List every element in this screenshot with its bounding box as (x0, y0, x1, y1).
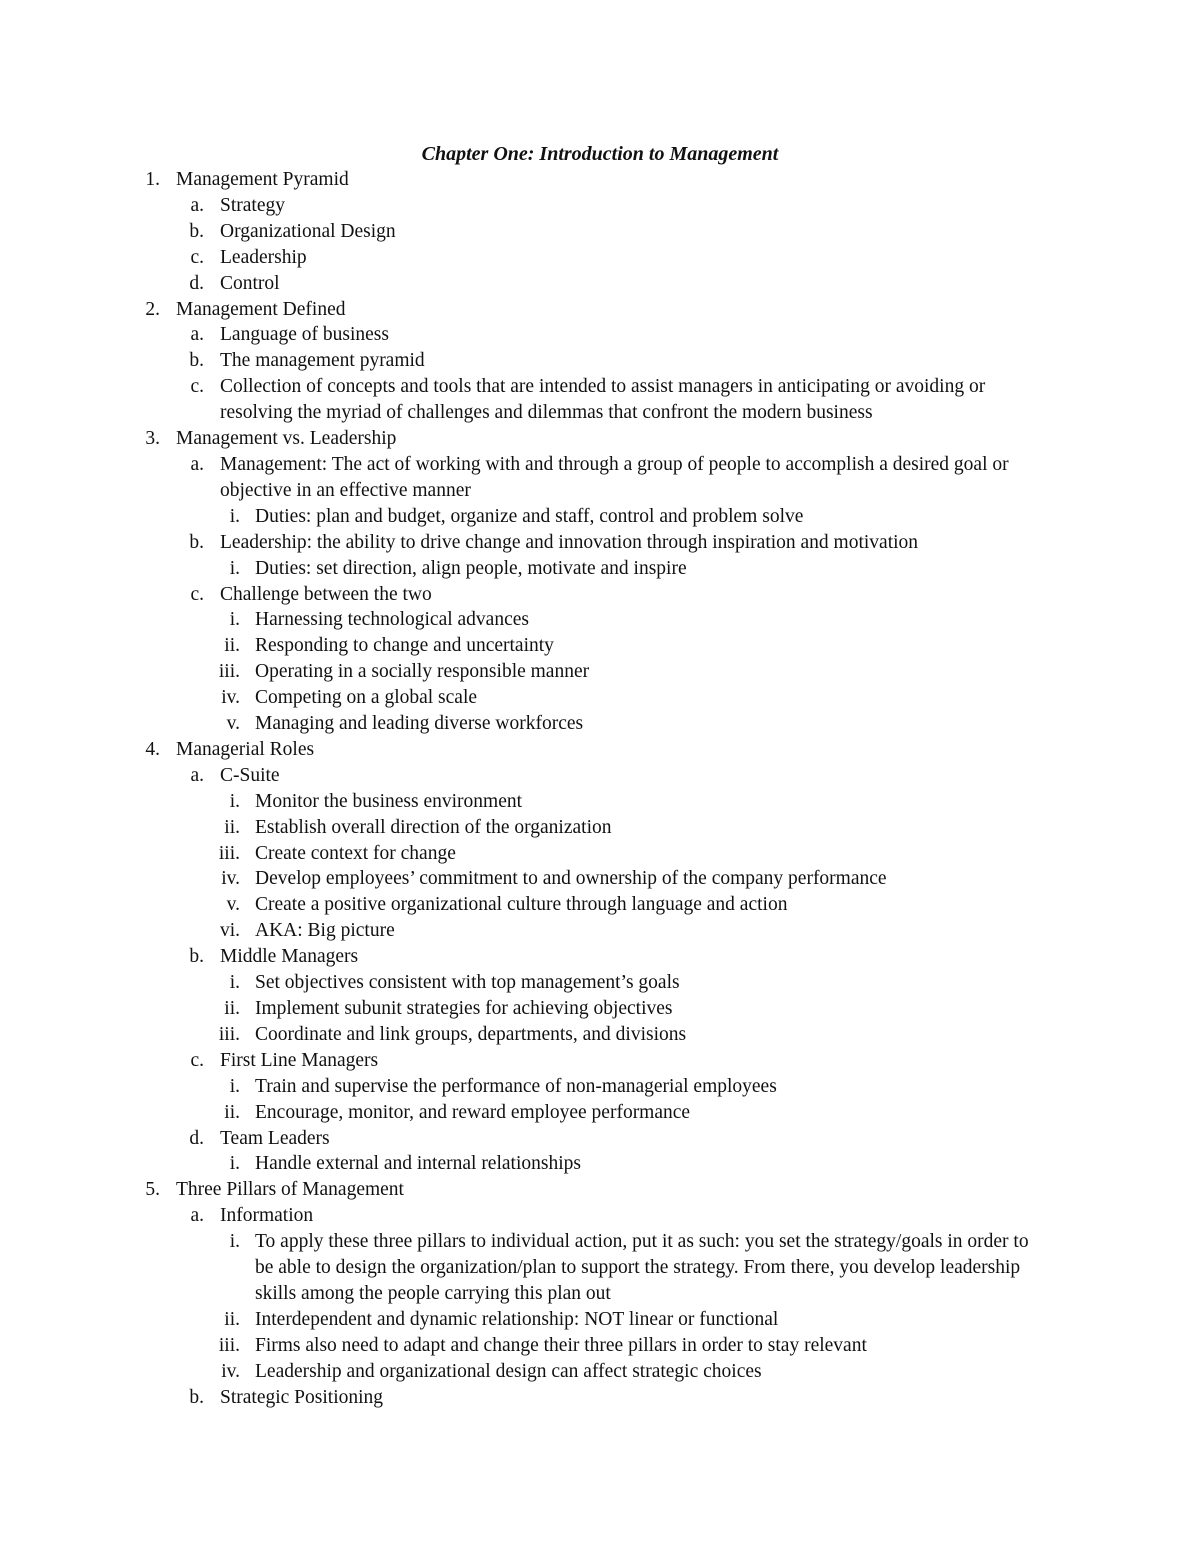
outline-text: Create context for change (255, 842, 456, 864)
outline-list (0, 167, 1200, 1411)
outline-item-level-3 (0, 918, 1200, 944)
outline-text: Duties: set direction, align people, motivate and inspire (255, 557, 687, 579)
outline-item-level-3 (0, 685, 1200, 711)
outline-item-level-1 (0, 426, 1200, 452)
outline-item-level-2 (0, 944, 1200, 970)
outline-item-level-2 (0, 530, 1200, 556)
outline-marker: b. (189, 220, 204, 242)
outline-text: Middle Managers (220, 946, 359, 968)
outline-text: Management: The act of working with and through a group of people to accomplish a desired goal or objective in an effective manner (220, 453, 1009, 501)
outline-item-level-3 (0, 970, 1200, 996)
outline-item-level-3 (0, 607, 1200, 633)
outline-item-level-2 (0, 193, 1200, 219)
outline-marker: c. (190, 246, 204, 268)
outline-marker: i. (229, 972, 240, 994)
outline-item-level-3 (0, 556, 1200, 582)
outline-marker: i. (229, 790, 240, 812)
outline-text: Responding to change and uncertainty (255, 635, 554, 657)
outline-marker: a. (190, 764, 204, 786)
outline-text: Handle external and internal relationships (255, 1153, 581, 1175)
outline-marker: b. (189, 350, 204, 372)
outline-item-level-3 (0, 1151, 1200, 1177)
outline-item-level-3 (0, 633, 1200, 659)
outline-marker: i. (229, 1153, 240, 1175)
outline-text: Duties: plan and budget, organize and staff, control and problem solve (255, 505, 804, 527)
outline-text: Management Pyramid (176, 169, 349, 190)
outline-marker: c. (190, 1049, 204, 1071)
outline-text: The management pyramid (220, 350, 425, 372)
outline-marker: v. (226, 713, 240, 735)
outline-marker: iii. (218, 842, 240, 864)
outline-item-level-2 (0, 374, 1200, 426)
outline-item-level-3 (0, 789, 1200, 815)
outline-marker: ii. (224, 998, 240, 1019)
outline-marker: 2. (145, 298, 160, 320)
outline-text: Competing on a global scale (255, 687, 478, 709)
outline-item-level-2 (0, 763, 1200, 789)
outline-item-level-3 (0, 1100, 1200, 1126)
outline-text: Operating in a socially responsible manner (255, 661, 590, 683)
outline-marker: ii. (224, 1101, 240, 1123)
outline-marker: v. (226, 894, 240, 916)
outline-text: Leadership (220, 246, 307, 268)
outline-item-level-3 (0, 504, 1200, 530)
outline-item-level-3 (0, 892, 1200, 918)
outline-text: Managing and leading diverse workforces (255, 713, 584, 735)
outline-item-level-3 (0, 711, 1200, 737)
outline-item-level-2 (0, 322, 1200, 348)
outline-marker: vi. (219, 920, 240, 942)
outline-item-level-3 (0, 1022, 1200, 1048)
outline-marker: ii. (224, 635, 240, 657)
outline-item-level-3 (0, 996, 1200, 1022)
outline-marker: a. (190, 1205, 204, 1227)
outline-marker: iii. (218, 1334, 240, 1356)
outline-marker: a. (190, 194, 204, 216)
outline-text: Organizational Design (220, 220, 396, 242)
outline-marker: i. (229, 609, 240, 631)
outline-item-level-3 (0, 1074, 1200, 1100)
outline-marker: 5. (145, 1179, 160, 1201)
outline-item-level-2 (0, 1048, 1200, 1074)
outline-text: Control (220, 272, 280, 294)
outline-marker: c. (190, 376, 204, 398)
outline-text: Develop employees’ commitment to and ownership of the company performance (255, 868, 887, 890)
outline-item-level-2 (0, 271, 1200, 297)
outline-marker: 1. (145, 169, 160, 190)
outline-text: Three Pillars of Management (176, 1179, 404, 1201)
outline-marker: iv. (221, 868, 240, 890)
outline-item-level-1 (0, 297, 1200, 323)
outline-marker: a. (190, 324, 204, 346)
outline-text: Create a positive organizational culture through language and action (255, 894, 788, 916)
outline-text: C-Suite (220, 764, 280, 786)
outline-text: Strategic Positioning (220, 1386, 384, 1408)
outline-text: To apply these three pillars to individual action, put it as such: you set the strategy/goals in order to be able to design the organization/plan to support the strategy. From there, you develop leadership skills among the people carrying this plan out (255, 1231, 1029, 1304)
outline-marker: i. (229, 505, 240, 527)
outline-marker: iv. (221, 1360, 240, 1382)
outline-marker: ii. (224, 1308, 240, 1330)
outline-item-level-2 (0, 452, 1200, 504)
outline-marker: c. (190, 583, 204, 605)
outline-item-level-2 (0, 582, 1200, 608)
outline-text: Collection of concepts and tools that are intended to assist managers in anticipating or avoiding or resolving the myriad of challenges and dilemmas that confront the modern business (220, 376, 986, 424)
page-title: Chapter One: Introduction to Management (421, 143, 779, 165)
outline-item-level-2 (0, 348, 1200, 374)
outline-item-level-2 (0, 1203, 1200, 1229)
outline-text: Managerial Roles (176, 738, 315, 760)
outline-text: Implement subunit strategies for achieving objectives (255, 998, 673, 1019)
outline-marker: 3. (145, 428, 160, 450)
outline-text: Set objectives consistent with top management’s goals (255, 972, 680, 994)
outline-text: Firms also need to adapt and change their three pillars in order to stay relevant (255, 1334, 867, 1356)
outline-item-level-1 (0, 737, 1200, 763)
outline-item-level-1 (0, 1177, 1200, 1203)
outline-text: Harnessing technological advances (255, 609, 529, 631)
outline-text: First Line Managers (220, 1049, 379, 1071)
outline-marker: i. (229, 1231, 240, 1253)
outline-marker: d. (189, 1127, 204, 1149)
outline-marker: iii. (218, 661, 240, 683)
outline-marker: b. (189, 946, 204, 968)
outline-text: Establish overall direction of the organization (255, 816, 612, 838)
outline-item-level-2 (0, 1385, 1200, 1411)
outline-item-level-3 (0, 1229, 1200, 1307)
outline-marker: ii. (224, 816, 240, 838)
outline-text: Management Defined (176, 298, 346, 320)
outline-text: Challenge between the two (220, 583, 432, 605)
outline-item-level-3 (0, 1359, 1200, 1385)
outline-text: Interdependent and dynamic relationship: NOT linear or functional (255, 1308, 779, 1330)
outline-marker: i. (229, 557, 240, 579)
outline-item-level-3 (0, 1307, 1200, 1333)
outline-text: Strategy (220, 194, 285, 216)
outline-item-level-3 (0, 841, 1200, 867)
outline-text: Leadership: the ability to drive change and innovation through inspiration and motivation (220, 531, 919, 553)
outline-marker: a. (190, 453, 204, 475)
outline-text: AKA: Big picture (255, 920, 395, 942)
outline-item-level-3 (0, 866, 1200, 892)
outline-text: Monitor the business environment (255, 790, 523, 812)
outline-item-level-2 (0, 245, 1200, 271)
outline-text: Language of business (220, 324, 389, 346)
outline-item-level-3 (0, 815, 1200, 841)
outline-marker: b. (189, 531, 204, 553)
outline-text: Coordinate and link groups, departments, and divisions (255, 1023, 687, 1045)
outline-item-level-3 (0, 1333, 1200, 1359)
outline-marker: iv. (221, 687, 240, 709)
outline-text: Information (220, 1205, 314, 1227)
outline-item-level-1 (0, 167, 1200, 193)
outline-marker: d. (189, 272, 204, 294)
outline-marker: 4. (145, 738, 160, 760)
outline-item-level-2 (0, 219, 1200, 245)
outline-text: Team Leaders (220, 1127, 330, 1149)
outline-marker: iii. (218, 1023, 240, 1045)
outline-marker: i. (229, 1075, 240, 1097)
outline-text: Train and supervise the performance of non-managerial employees (255, 1075, 777, 1097)
outline-item-level-2 (0, 1126, 1200, 1152)
outline-text: Leadership and organizational design can affect strategic choices (255, 1360, 762, 1382)
outline-text: Encourage, monitor, and reward employee performance (255, 1101, 691, 1123)
outline-marker: b. (189, 1386, 204, 1408)
outline-item-level-3 (0, 659, 1200, 685)
outline-text: Management vs. Leadership (176, 428, 397, 450)
